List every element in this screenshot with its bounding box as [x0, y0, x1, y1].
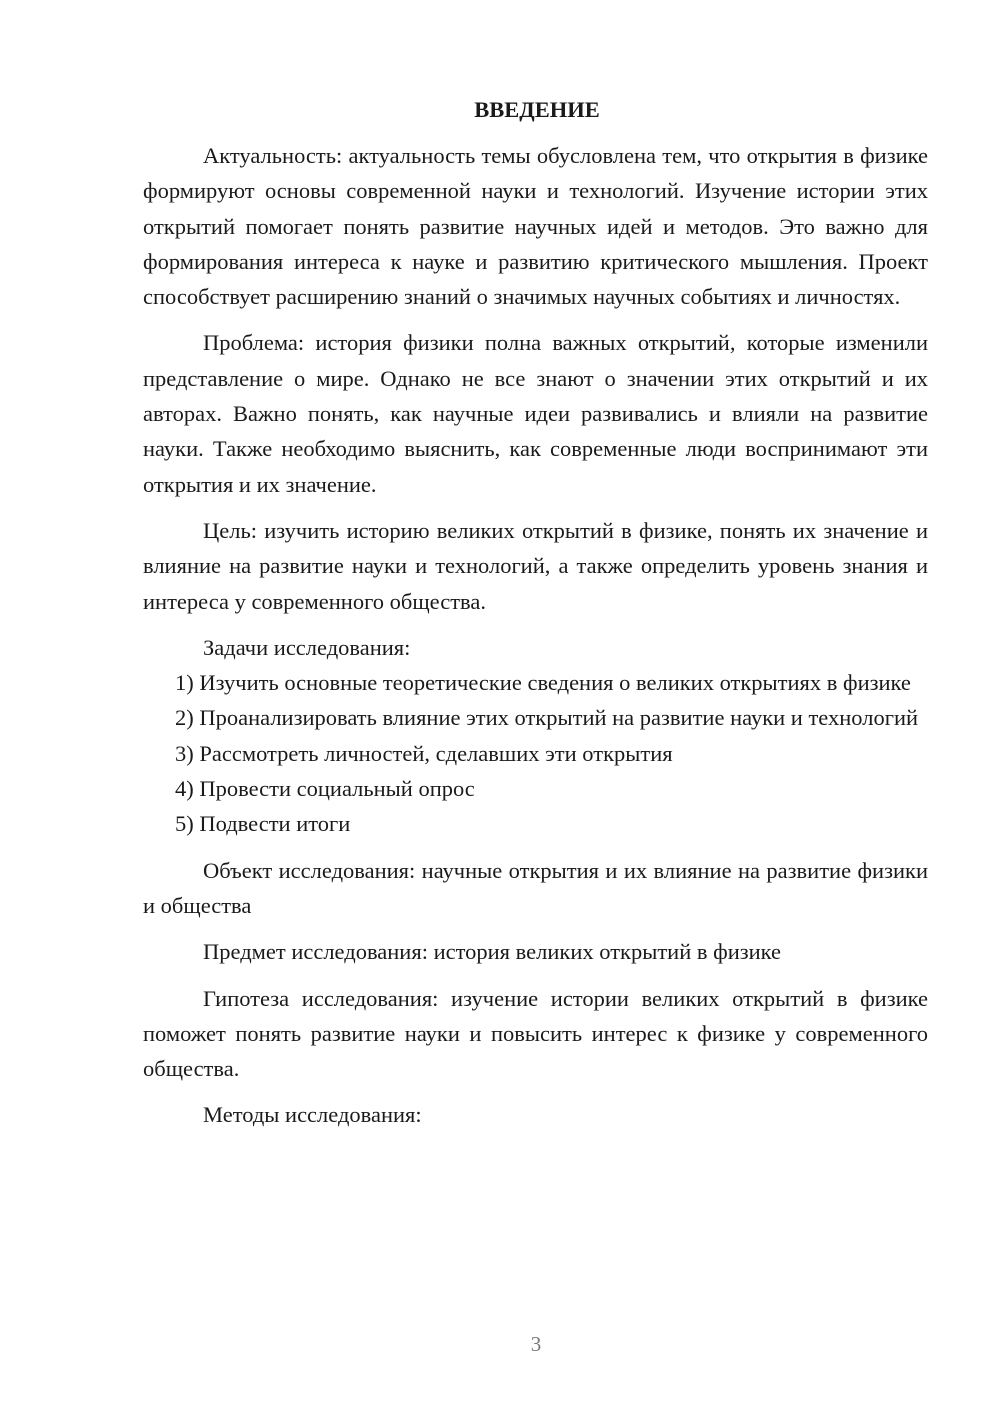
task-item: 3) Рассмотреть личностей, сделавших эти открытия	[175, 740, 673, 766]
page-title: ВВЕДЕНИЕ	[474, 97, 600, 122]
methods-heading: Методы исследования:	[203, 1102, 422, 1128]
subject-paragraph: Предмет исследования: история великих открытий в физике	[203, 939, 782, 965]
goal-paragraph: Цель: изучить историю великих открытий в физике, понять их значение и влияние на развитие науки и технологий, а также определить уровень знания и интереса у современного общества.	[143, 517, 928, 614]
hypothesis-paragraph: Гипотеза исследования: изучение истории великих открытий в физике поможет понять развитие науки и повысить интерес к физике у современного общества.	[143, 985, 928, 1082]
task-item: 1) Изучить основные теоретические сведения о великих открытиях в физике	[175, 670, 911, 696]
object-paragraph: Объект исследования: научные открытия и их влияние на развитие физики и общества	[143, 857, 928, 918]
page-number: 3	[530, 1332, 542, 1356]
task-item: 4) Провести социальный опрос	[175, 776, 475, 802]
task-item: 2) Проанализировать влияние этих открытий на развитие науки и технологий	[175, 705, 919, 731]
relevance-paragraph: Актуальность: актуальность темы обусловлена тем, что открытия в физике формируют основы современной науки и технологий. Изучение истории этих открытий помогает понять развитие научных идей и методов. Это важно для формирования интереса к науке и развитию критического мышления. Проект способствует расширению знаний о значимых научных событиях и личностях.	[143, 143, 928, 310]
page-content	[143, 94, 928, 1133]
task-item: 5) Подвести итоги	[175, 811, 351, 837]
problem-paragraph: Проблема: история физики полна важных открытий, которые изменили представление о мире. Однако не все знают о значении этих открытий и их авторах. Важно понять, как научные идеи развивались и влияли на развитие науки. Также необходимо выяснить, как современные люди воспринимают эти открытия и их значение.	[143, 330, 928, 497]
tasks-heading: Задачи исследования:	[203, 634, 411, 660]
